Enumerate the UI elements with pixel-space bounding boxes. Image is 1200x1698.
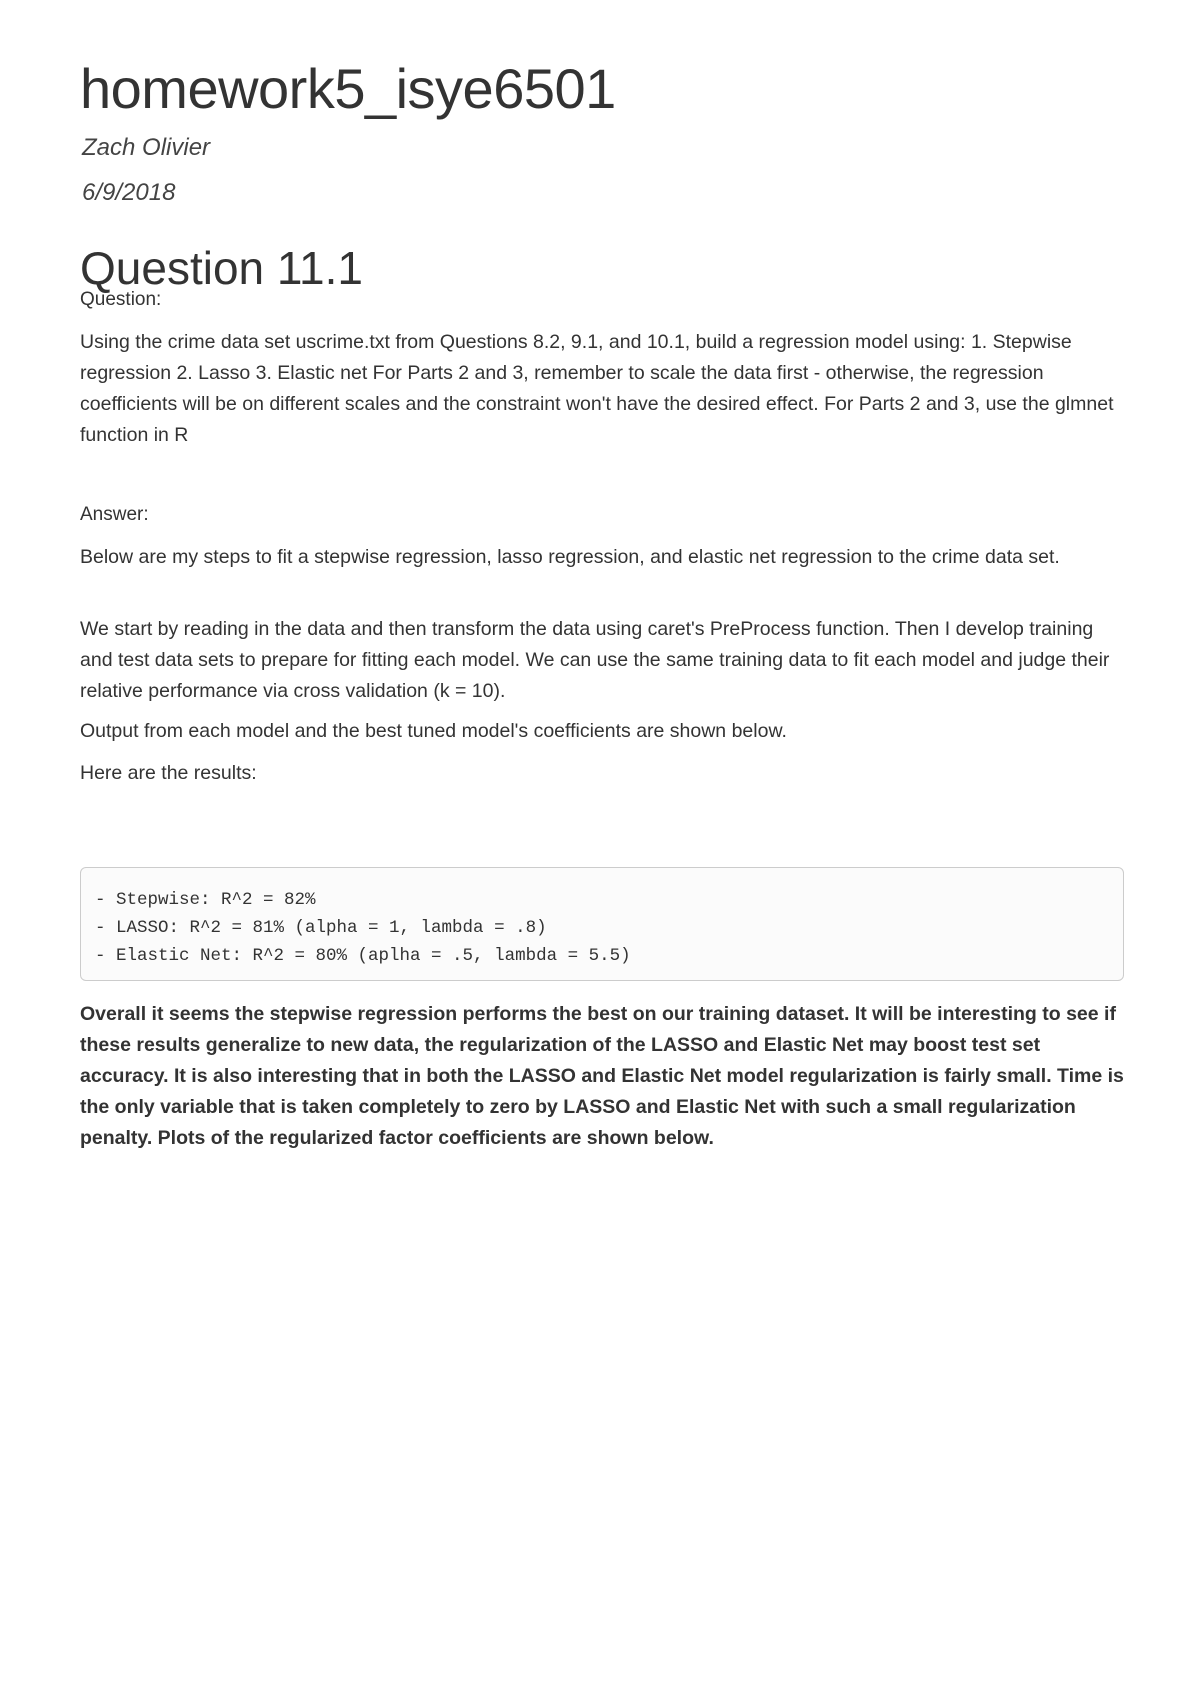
question-label: Question: xyxy=(80,289,162,310)
section-heading: Question 11.1 xyxy=(80,242,364,294)
results-code-block xyxy=(80,867,1124,981)
document-author: Zach Olivier xyxy=(82,134,211,161)
document-title: homework5_isye6501 xyxy=(80,57,616,120)
conclusion-paragraph: Overall it seems the stepwise regression performs the best on our training dataset. It will be interesting to see if these results generalize to new data, the regularization of the LASSO and Elastic Net may boost test set accuracy. It is also interesting that in both the LASSO and Elastic Net model regularization is fairly small. Time is the only variable that is taken completely to zero by LASSO and Elastic Net with such a small regularization penalty. Plots of the regularized factor coefficients are shown below. xyxy=(80,1003,1124,1149)
result-line: - LASSO: R^2 = 81% (alpha = 1, lambda = .8) xyxy=(95,918,547,938)
answer-label: Answer: xyxy=(80,504,149,525)
answer-paragraph: Below are my steps to fit a stepwise regression, lasso regression, and elastic net regression to the crime data set. xyxy=(80,546,1060,568)
document-date: 6/9/2018 xyxy=(82,179,176,206)
answer-paragraph: Output from each model and the best tuned model's coefficients are shown below. xyxy=(80,720,787,742)
result-line: - Elastic Net: R^2 = 80% (aplha = .5, lambda = 5.5) xyxy=(95,946,631,966)
answer-paragraph: We start by reading in the data and then transform the data using caret's PreProcess function. Then I develop training and test data sets to prepare for fitting each model. We can use the same training data to fit each model and judge their relative performance via cross validation (k = 10). xyxy=(80,618,1110,702)
result-line: - Stepwise: R^2 = 82% xyxy=(95,890,316,910)
question-text: Using the crime data set uscrime.txt from Questions 8.2, 9.1, and 10.1, build a regression model using: 1. Stepwise regression 2. Lasso 3. Elastic net For Parts 2 and 3, remember to scale the data first - otherwise, the regression coefficients will be on different scales and the constraint won't have the desired effect. For Parts 2 and 3, use the glmnet function in R xyxy=(80,331,1114,446)
answer-paragraph: Here are the results: xyxy=(80,762,257,784)
